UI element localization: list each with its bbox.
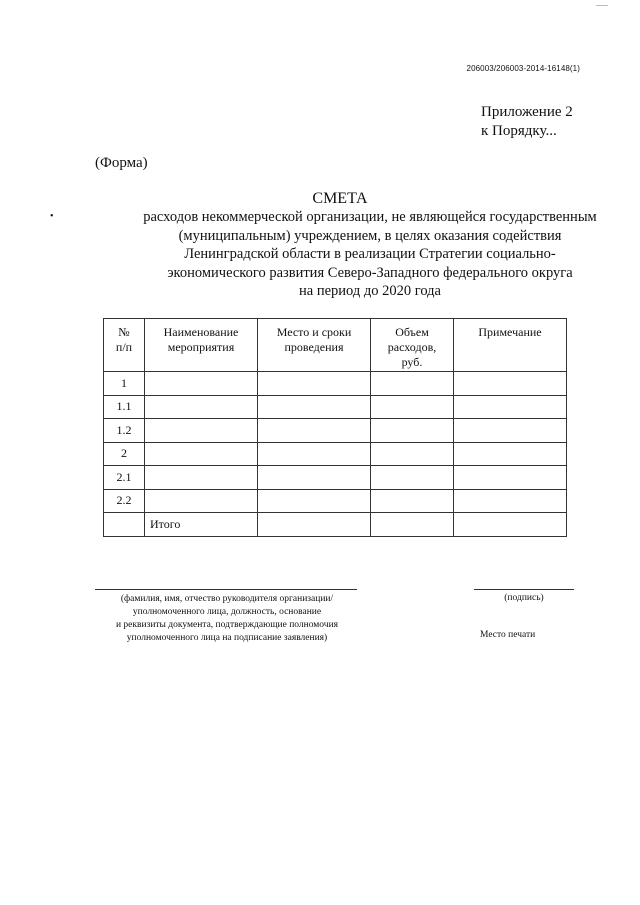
row-note [454,395,567,419]
row-place-dates [258,513,371,537]
row-expense-volume [371,442,454,466]
seal-place-label: Место печати [480,630,536,640]
header-place-dates-line-1: Место и сроки [276,325,352,339]
row-total-label: Итого [145,513,258,537]
table-row [104,395,567,419]
row-event-name [145,372,258,396]
table-header-row [104,319,567,372]
header-expense-volume-line-1: Объем [395,325,429,339]
table-row [104,442,567,466]
row-number: 2.1 [104,466,145,490]
signatory-caption-line-1: (фамилия, имя, отчество руководителя организации/ [120,594,334,604]
row-note [454,489,567,513]
signature-line [474,589,574,590]
row-expense-volume [371,513,454,537]
stray-dot: • [50,211,54,222]
table-row [104,419,567,443]
subtitle-line-3: Ленинградской области в реализации Стратегии социально- [184,246,556,262]
document-id: 206003/206003-2014-16148(1) [466,64,580,73]
header-note-label: Примечание [478,325,542,339]
header-number [104,319,145,372]
subtitle-line-4: экономического развития Северо-Западного федерального округа [167,264,573,281]
row-expense-volume [371,489,454,513]
header-number-line-2: п/п [115,340,133,354]
document-title: СМЕТА [312,190,368,207]
row-number: 1 [104,372,145,396]
signatory-caption-line-2: уполномоченного лица, должность, основание [132,607,322,617]
header-event-name-line-2: мероприятия [167,340,235,354]
subtitle-line-5: на период до 2020 года [299,283,441,299]
row-expense-volume [371,372,454,396]
row-event-name [145,395,258,419]
scan-mark [596,5,608,6]
signatory-caption [82,593,372,645]
header-number-line-1: № [118,325,130,339]
row-number: 1.1 [104,395,145,419]
table-row [104,489,567,513]
subtitle-line-1: расходов некоммерческой организации, не являющейся государственным [143,209,597,225]
row-note [454,513,567,537]
header-note [454,319,567,372]
row-note [454,419,567,443]
table-row [104,372,567,396]
row-expense-volume [371,419,454,443]
row-number: 2 [104,442,145,466]
row-note [454,442,567,466]
signatory-caption-line-4: уполномоченного лица на подписание заявления) [126,633,328,643]
appendix-reference [481,103,573,141]
form-label: (Форма) [95,155,148,171]
row-expense-volume [371,466,454,490]
table-total-row [104,513,567,537]
appendix-line-1: Приложение 2 [481,104,573,120]
row-place-dates [258,442,371,466]
header-event-name [145,319,258,372]
header-expense-volume [371,319,454,372]
row-place-dates [258,489,371,513]
row-note [454,466,567,490]
subtitle-line-2: (муниципальным) учреждением, в целях оказания содействия [178,227,562,244]
header-place-dates [258,319,371,372]
estimate-table [103,318,567,537]
row-note [454,372,567,396]
document-subtitle [60,208,640,301]
header-event-name-line-1: Наименование [163,325,239,339]
row-number: 2.2 [104,489,145,513]
header-expense-volume-line-2: расходов, [387,340,437,354]
header-place-dates-line-2: проведения [284,340,344,354]
row-number [104,513,145,537]
appendix-line-2: к Порядку... [481,123,557,139]
row-expense-volume [371,395,454,419]
row-event-name [145,419,258,443]
signatory-line [95,589,357,590]
row-event-name [145,442,258,466]
header-expense-volume-line-3: руб. [401,355,423,369]
row-event-name [145,466,258,490]
signature-caption: (подпись) [504,593,544,603]
signatory-caption-line-3: и реквизиты документа, подтверждающие полномочия [115,620,339,630]
row-event-name [145,489,258,513]
row-place-dates [258,395,371,419]
row-number: 1.2 [104,419,145,443]
row-place-dates [258,466,371,490]
row-place-dates [258,372,371,396]
table-row [104,466,567,490]
row-place-dates [258,419,371,443]
